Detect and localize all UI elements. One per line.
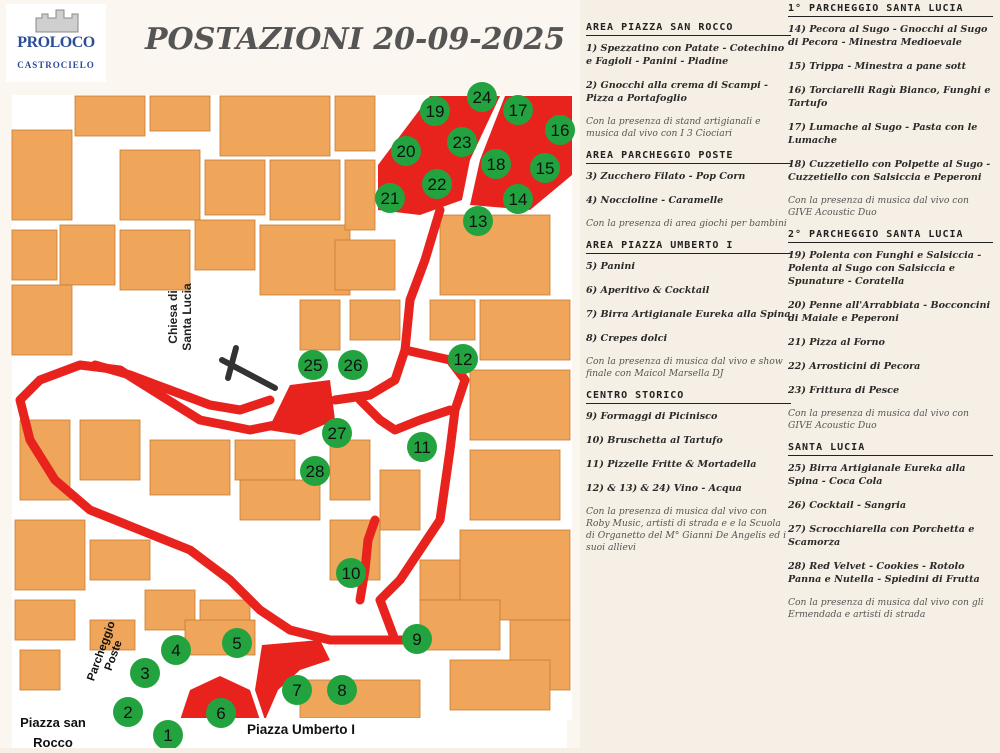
section-title: 2° PARCHEGGIO SANTA LUCIA — [788, 229, 993, 243]
station-marker — [545, 115, 575, 145]
menu-item: 27) Scrocchiarella con Porchetta e Scamorza — [788, 524, 975, 548]
building-block — [350, 300, 400, 340]
page-title: POSTAZIONI 20-09-2025 — [145, 22, 566, 57]
station-marker — [402, 624, 432, 654]
building-block — [20, 650, 60, 690]
piazza-san-rocco-label: Piazza san Rocco — [20, 715, 86, 750]
menu-item: 6) Aperitivo & Cocktail — [586, 285, 710, 296]
menu-item: 5) Panini — [586, 261, 635, 272]
station-number: 6 — [216, 704, 226, 723]
station-marker — [422, 169, 452, 199]
building-block — [335, 96, 375, 151]
station-marker — [407, 432, 437, 462]
station-marker — [503, 95, 533, 125]
menu-item: 26) Cocktail - Sangria — [788, 500, 907, 511]
building-block — [380, 470, 420, 530]
section-note: Con la presenza di area giochi per bambini — [586, 218, 787, 229]
station-number: 5 — [232, 634, 242, 653]
station-marker — [300, 456, 330, 486]
station-number: 15 — [535, 159, 555, 178]
building-block — [335, 240, 395, 290]
menu-item: 8) Crepes dolci — [586, 333, 668, 344]
building-block — [270, 160, 340, 220]
menu-item: 20) Penne all'Arrabbiata - Bocconcini di Maiale e Peperoni — [788, 300, 991, 324]
building-block — [150, 440, 230, 495]
station-marker — [463, 206, 493, 236]
station-number: 27 — [327, 424, 347, 443]
station-marker — [375, 183, 405, 213]
station-number: 8 — [337, 681, 347, 700]
menu-item: 16) Torciarelli Ragù Bianco, Funghi e Tartufo — [788, 85, 991, 109]
building-block — [470, 370, 570, 440]
section-title: SANTA LUCIA — [788, 442, 993, 456]
menu-item: 3) Zucchero Filato - Pop Corn — [586, 171, 746, 182]
menu-section — [586, 390, 791, 554]
station-number: 20 — [396, 142, 416, 161]
station-number: 26 — [343, 356, 363, 375]
station-number: 21 — [380, 189, 400, 208]
building-block — [15, 520, 85, 590]
station-number: 23 — [452, 133, 472, 152]
logo-name: PROLOCO — [17, 34, 95, 51]
building-block — [420, 560, 460, 600]
section-note: Con la presenza di stand artigianali e musica dal vivo con I 3 Ciociari — [586, 116, 761, 139]
building-block — [300, 300, 340, 350]
station-marker — [206, 698, 236, 728]
station-number: 13 — [468, 212, 488, 231]
menu-section — [586, 150, 791, 230]
menu-item: 11) Pizzelle Fritte & Mortadella — [586, 459, 757, 470]
menu-item: 12) & 13) & 24) Vino - Acqua — [586, 483, 742, 494]
menu-item: 23) Frittura di Pesce — [788, 385, 900, 396]
menu-item: 9) Formaggi di Picinisco — [586, 411, 718, 422]
station-number: 17 — [508, 101, 528, 120]
menu-item: 7) Birra Artigianale Eureka alla Spina — [586, 309, 791, 320]
station-marker — [467, 82, 497, 112]
menu-item: 2) Gnocchi alla crema di Scampi - Pizza a Portafoglio — [586, 80, 769, 104]
station-marker — [161, 635, 191, 665]
section-title: AREA PARCHEGGIO POSTE — [586, 150, 791, 164]
menu-item: 14) Pecora al Sugo - Gnocchi al Sugo di Pecora - Minestra Medioevale — [788, 24, 988, 48]
building-block — [450, 660, 550, 710]
station-marker — [420, 96, 450, 126]
logo-town: CASTROCIELO — [17, 60, 95, 70]
station-marker — [481, 149, 511, 179]
station-number: 28 — [305, 462, 325, 481]
building-block — [15, 600, 75, 640]
station-number: 9 — [412, 630, 422, 649]
station-marker — [503, 184, 533, 214]
parcheggio-poste-label: Parcheggio Poste — [85, 619, 125, 683]
building-block — [12, 285, 72, 355]
menu-item: 21) Pizza al Forno — [788, 337, 885, 348]
menu-section — [788, 229, 993, 432]
piazza-umberto-label: Piazza Umberto I — [247, 722, 356, 737]
station-marker — [338, 350, 368, 380]
building-block — [240, 480, 320, 520]
station-number: 3 — [140, 664, 150, 683]
menu-section — [586, 22, 791, 140]
station-marker — [130, 658, 160, 688]
station-number: 7 — [292, 681, 302, 700]
station-number: 2 — [123, 703, 133, 722]
menu-item: 22) Arrosticini di Pecora — [788, 361, 921, 372]
menu-section — [788, 442, 993, 621]
station-marker — [447, 127, 477, 157]
section-note: Con la presenza di musica dal vivo con Roby Music, artisti di strada e e la Scuola di Organetto del M° Gianni De Angelis ed i suoi allievi — [586, 506, 787, 553]
building-block — [470, 450, 560, 520]
station-number: 1 — [163, 726, 173, 745]
menu-item: 19) Polenta con Funghi e Salsiccia - Polenta al Sugo con Salsiccia e Spunature - Coratella — [788, 250, 982, 287]
station-marker — [222, 628, 252, 658]
station-marker — [322, 418, 352, 448]
menu-item: 28) Red Velvet - Cookies - Rotolo Panna e Nutella - Spiedini di Frutta — [788, 561, 980, 585]
section-note: Con la presenza di musica dal vivo con GIVE Acoustic Duo — [788, 408, 969, 431]
church-label: Chiesa di Santa Lucia — [166, 283, 194, 351]
station-marker — [327, 675, 357, 705]
building-block — [330, 440, 370, 500]
station-marker — [448, 344, 478, 374]
station-marker — [113, 697, 143, 727]
building-block — [345, 160, 375, 230]
left-column — [586, 22, 791, 564]
building-block — [150, 96, 210, 131]
section-title: CENTRO STORICO — [586, 390, 791, 404]
building-block — [220, 96, 330, 156]
building-block — [420, 600, 500, 650]
menu-item: 17) Lumache al Sugo - Pasta con le Lumache — [788, 122, 978, 146]
station-number: 12 — [453, 350, 473, 369]
station-marker — [336, 558, 366, 588]
section-title: 1° PARCHEGGIO SANTA LUCIA — [788, 3, 993, 17]
station-number: 22 — [427, 175, 447, 194]
station-number: 19 — [425, 102, 445, 121]
station-marker — [298, 350, 328, 380]
section-note: Con la presenza di musica dal vivo con gli Ermendada e artisti di strada — [788, 597, 984, 620]
section-title: AREA PIAZZA UMBERTO I — [586, 240, 791, 254]
building-block — [235, 440, 295, 480]
menu-item: 15) Trippa - Minestra a pane sott — [788, 61, 967, 72]
station-number: 16 — [550, 121, 570, 140]
station-marker — [282, 675, 312, 705]
station-number: 10 — [341, 564, 361, 583]
building-block — [440, 215, 550, 295]
building-block — [195, 220, 255, 270]
section-note: Con la presenza di musica dal vivo e show finale con Maicol Marsella DJ — [586, 356, 783, 379]
building-block — [80, 420, 140, 480]
building-block — [205, 160, 265, 215]
building-block — [75, 96, 145, 136]
menu-item: 1) Spezzatino con Patate - Cotechino e Fagioli - Panini - Piadine — [586, 43, 785, 67]
station-number: 14 — [508, 190, 528, 209]
castle-icon — [6, 4, 106, 38]
building-block — [90, 540, 150, 580]
menu-item: 10) Bruschetta al Tartufo — [586, 435, 723, 446]
menu-item: 25) Birra Artigianale Eureka alla Spina - Coca Cola — [788, 463, 966, 487]
section-title: AREA PIAZZA SAN ROCCO — [586, 22, 791, 36]
menu-item: 4) Noccioline - Caramelle — [586, 195, 724, 206]
station-number: 18 — [486, 155, 506, 174]
station-marker — [530, 153, 560, 183]
right-column — [788, 3, 993, 631]
building-block — [480, 300, 570, 360]
building-block — [12, 230, 57, 280]
building-block — [430, 300, 475, 340]
station-number: 24 — [472, 88, 492, 107]
menu-item: 18) Cuzzetiello con Polpette al Sugo - Cuzzetiello con Salsiccia e Peperoni — [788, 159, 991, 183]
station-number: 25 — [303, 356, 323, 375]
station-number: 4 — [171, 641, 181, 660]
section-note: Con la presenza di musica dal vivo con GIVE Acoustic Duo — [788, 195, 969, 218]
station-number: 11 — [413, 438, 431, 457]
building-block — [12, 130, 72, 220]
menu-section — [788, 3, 993, 219]
station-marker — [391, 136, 421, 166]
menu-section — [586, 240, 791, 380]
building-block — [300, 680, 420, 718]
building-block — [60, 225, 115, 285]
building-block — [120, 150, 200, 220]
